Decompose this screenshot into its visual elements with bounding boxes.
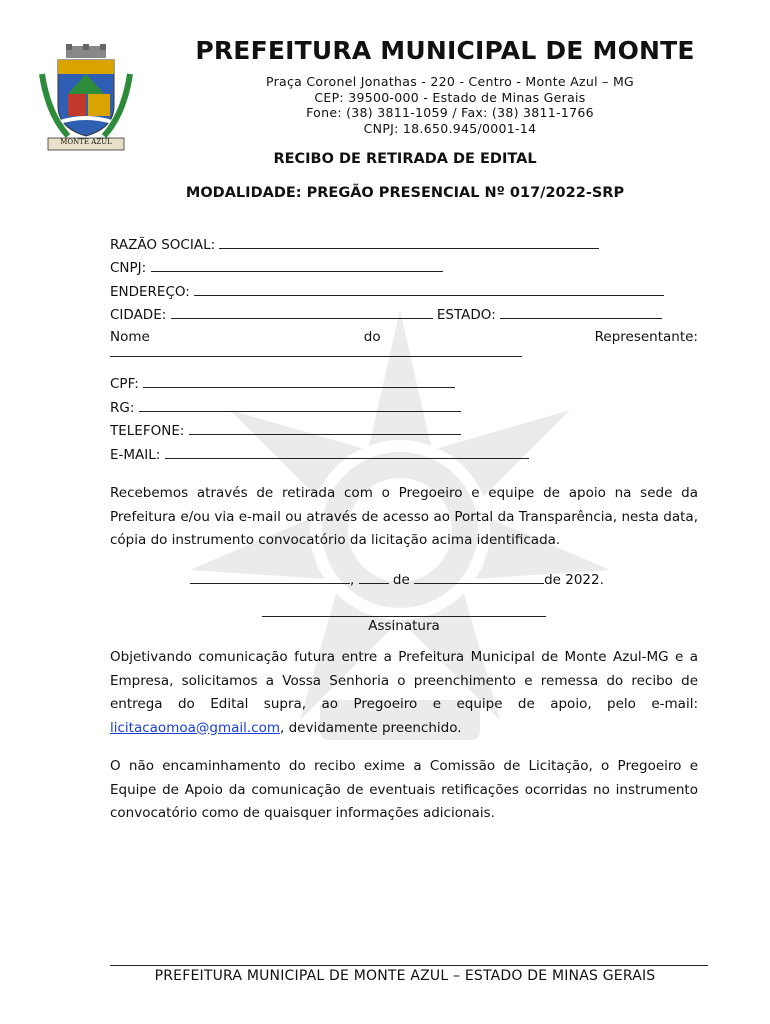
telefone-label: TELEFONE: (110, 423, 185, 439)
date-day-line[interactable] (190, 571, 350, 584)
razao-social-line[interactable] (219, 236, 599, 249)
modalidade-heading: MODALIDADE: PREGÃO PRESENCIAL Nº 017/2022-SRP (185, 185, 625, 201)
endereco-line[interactable] (194, 283, 664, 296)
municipal-crest-icon (38, 44, 134, 152)
endereco-field[interactable] (110, 283, 664, 300)
email-field[interactable] (110, 446, 529, 463)
cpf-field[interactable] (110, 375, 455, 392)
signature-label: Assinatura (368, 618, 440, 634)
cnpj-line: CNPJ: 18.650.945/0001-14 (363, 120, 537, 136)
email-line[interactable] (165, 446, 529, 459)
cpf-line[interactable] (143, 375, 455, 388)
telefone-line[interactable] (189, 422, 461, 435)
communication-text: Objetivando comunicação futura entre a Prefeitura Municipal de Monte Azul-MG e a Empresa, solicitamos a Vossa Senhoria o preenchimento e remessa do recibo de entrega do Edital supra, ao Pregoeiro e equipe de apoio, pelo e-mail: (110, 649, 698, 712)
representante-word: Representante: (594, 329, 698, 345)
rg-line[interactable] (139, 399, 461, 412)
date-de-word: de (392, 572, 410, 588)
cnpj-label: CNPJ: (110, 260, 147, 276)
receipt-paragraph: Recebemos através de retirada com o Pregoeiro e equipe de apoio na sede da Prefeitura e/ou via e-mail ou através de acesso ao Portal da Transparência, nesta data, cópia do instrumento convocatório da licitação acima identificada. (110, 485, 698, 548)
date-line[interactable] (190, 571, 604, 588)
date-day-number-line[interactable] (359, 571, 389, 584)
address-block (150, 74, 750, 136)
document-heading: RECIBO DE RETIRADA DE EDITAL (273, 151, 537, 167)
cidade-field[interactable] (110, 306, 662, 323)
razao-social-label: RAZÃO SOCIAL: (110, 237, 216, 253)
communication-tail: , devidamente preenchido. (280, 719, 462, 736)
email-label: E-MAIL: (110, 447, 161, 463)
rg-field[interactable] (110, 399, 461, 416)
date-month-line[interactable] (414, 571, 544, 584)
page-footer: PREFEITURA MUNICIPAL DE MONTE AZUL – ESTADO DE MINAS GERAIS (154, 968, 656, 984)
date-year-text: de 2022. (544, 572, 604, 588)
rg-label: RG: (110, 400, 135, 416)
cidade-label: CIDADE: (110, 307, 167, 323)
communication-paragraph (110, 646, 698, 740)
nome-word: Nome (110, 329, 150, 345)
footer-divider (110, 965, 708, 966)
do-word: do (363, 329, 381, 345)
email-link[interactable]: licitacaomoa@gmail.com (110, 719, 280, 736)
telefone-field[interactable] (110, 422, 461, 439)
cidade-line[interactable] (171, 306, 433, 319)
nome-representante-field (110, 329, 698, 345)
estado-line[interactable] (500, 306, 662, 319)
crest-label: MONTE AZUL (60, 138, 112, 146)
cnpj-line[interactable] (151, 259, 443, 272)
razao-social-field[interactable] (110, 236, 599, 253)
address-line: Praça Coronel Jonathas - 220 - Centro - Monte Azul – MG (265, 74, 635, 89)
signature-line[interactable] (262, 616, 546, 617)
non-submission-paragraph: O não encaminhamento do recibo exime a Comissão de Licitação, o Pregoeiro e Equipe de Apoio da comunicação de eventuais retificações ocorridas no instrumento convocatório como de quaisquer informações adicionais. (110, 758, 698, 821)
endereco-label: ENDEREÇO: (110, 284, 190, 300)
page-title: PREFEITURA MUNICIPAL DE MONTE (195, 36, 695, 65)
cnpj-field[interactable] (110, 259, 443, 276)
phone-line: Fone: (38) 3811-1059 / Fax: (38) 3811-1766 (306, 105, 594, 120)
nome-representante-line[interactable] (110, 356, 522, 357)
cep-line: CEP: 39500-000 - Estado de Minas Gerais (314, 89, 586, 105)
estado-label: ESTADO: (436, 307, 496, 323)
cpf-label: CPF: (110, 376, 139, 392)
date-separator: , (350, 572, 355, 588)
